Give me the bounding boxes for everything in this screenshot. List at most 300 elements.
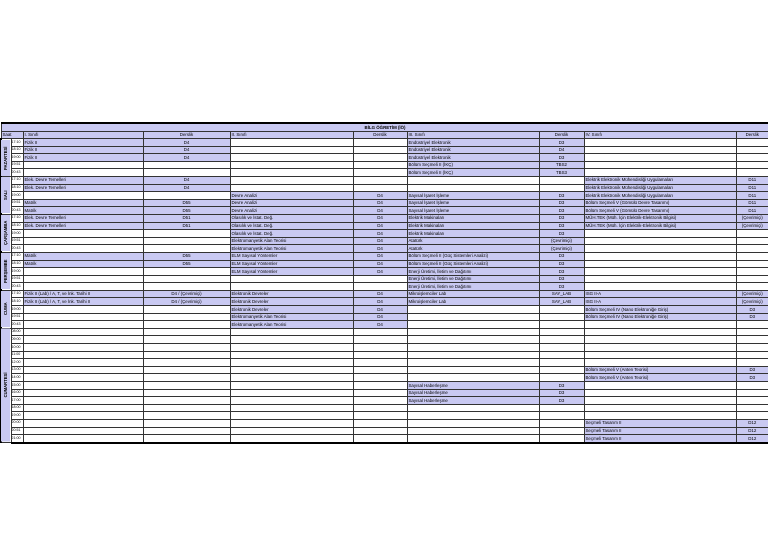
room-cell: D3: [539, 260, 584, 268]
course-cell: Elektrik Makinaları: [407, 230, 539, 238]
course-cell: Enerji Üretimi, İletim ve Dağıtımı: [407, 268, 539, 276]
course-cell: [407, 351, 539, 359]
course-cell: Elektromanyetik Alan Teorisi: [230, 321, 353, 329]
room-cell: D11: [736, 207, 768, 215]
time-cell: 18:10: [11, 184, 23, 192]
course-cell: Bölüm Seçmeli V (Anten Teorisi): [584, 366, 736, 374]
course-cell: Sayısal İşaret İşleme: [407, 199, 539, 207]
course-cell: [584, 252, 736, 260]
room-cell: [353, 435, 407, 443]
room-cell: D12: [736, 435, 768, 443]
course-cell: [584, 275, 736, 283]
room-cell: D11: [736, 199, 768, 207]
room-cell: D4: [143, 176, 230, 184]
course-cell: Elektronik Devreler: [230, 290, 353, 298]
room-cell: [353, 397, 407, 405]
course-cell: [407, 419, 539, 427]
room-cell: D4: [353, 306, 407, 314]
room-cell: [736, 389, 768, 397]
room-cell: TBS2: [539, 161, 584, 169]
course-cell: [584, 382, 736, 390]
time-cell: 19:51: [11, 199, 23, 207]
room-cell: D3: [539, 283, 584, 291]
table-row: [1, 283, 768, 291]
room-cell: [539, 404, 584, 412]
course-cell: [584, 169, 736, 177]
course-cell: [230, 427, 353, 435]
header-class-4: IV. Sınıfı: [584, 132, 736, 139]
room-cell: D51: [143, 222, 230, 230]
room-cell: D4: [143, 184, 230, 192]
room-cell: D4: [353, 260, 407, 268]
room-cell: D3: [539, 154, 584, 162]
course-cell: [584, 328, 736, 336]
table-row: [1, 419, 768, 427]
room-cell: [736, 139, 768, 147]
course-cell: [584, 389, 736, 397]
room-cell: D4: [143, 146, 230, 154]
time-cell: 19:00: [11, 192, 23, 200]
time-cell: 17:10: [11, 290, 23, 298]
room-cell: [143, 412, 230, 420]
table-row: [1, 199, 768, 207]
course-cell: [230, 374, 353, 382]
table-row: [1, 275, 768, 283]
room-cell: [539, 321, 584, 329]
course-cell: [23, 313, 143, 321]
room-cell: D3: [736, 313, 768, 321]
course-cell: Elektrik Elektronik Mühendisliği Uygulamaları: [584, 192, 736, 200]
course-cell: Fizik II: [23, 139, 143, 147]
room-cell: [143, 366, 230, 374]
course-cell: Olasılık ve İstat. Değ.: [230, 214, 353, 222]
course-cell: Fizik II: [23, 154, 143, 162]
course-cell: [230, 366, 353, 374]
time-cell: 18:00: [11, 404, 23, 412]
room-cell: (Çevrimiçi): [736, 290, 768, 298]
room-cell: [353, 344, 407, 352]
time-cell: 19:00: [11, 230, 23, 238]
course-cell: Sayısal İşaret İşleme: [407, 207, 539, 215]
room-cell: [143, 336, 230, 344]
room-cell: [353, 139, 407, 147]
course-cell: Bölüm Seçmeli II (Güç Sistemleri Analizi): [407, 260, 539, 268]
course-cell: ELM Sayısal Yöntemler: [230, 252, 353, 260]
course-cell: Olasılık ve İstat. Değ.: [230, 230, 353, 238]
room-cell: [353, 359, 407, 367]
table-row: [1, 290, 768, 298]
course-cell: [584, 268, 736, 276]
day-label: CUMA: [1, 290, 11, 328]
course-cell: Mikroişlemciler Lab: [407, 290, 539, 298]
room-cell: D11: [736, 176, 768, 184]
room-cell: D55: [143, 199, 230, 207]
room-cell: [736, 359, 768, 367]
table-row: [1, 214, 768, 222]
course-cell: [23, 230, 143, 238]
time-cell: 08:00: [11, 328, 23, 336]
course-cell: Bölüm Seçmeli V (Anten Teorisi): [584, 374, 736, 382]
room-cell: [353, 275, 407, 283]
room-cell: [143, 359, 230, 367]
table-row: [1, 412, 768, 420]
course-cell: [407, 344, 539, 352]
course-cell: Bölüm Seçmeli II (İKÇ): [407, 169, 539, 177]
course-cell: Matrik: [23, 260, 143, 268]
time-cell: 20:00: [11, 419, 23, 427]
header-class-1: I. Sınıfı: [23, 132, 143, 139]
room-cell: D4: [353, 192, 407, 200]
room-cell: (Çevrimiçi): [736, 222, 768, 230]
room-cell: [143, 268, 230, 276]
course-cell: Elek. Devre Temelleri: [23, 214, 143, 222]
course-cell: [23, 283, 143, 291]
course-cell: [230, 351, 353, 359]
header-time: Saat: [1, 132, 23, 139]
room-cell: [143, 275, 230, 283]
room-cell: D3: [539, 199, 584, 207]
table-row: [1, 328, 768, 336]
table-row: [1, 154, 768, 162]
table-row: [1, 252, 768, 260]
room-cell: [539, 336, 584, 344]
room-cell: [143, 245, 230, 253]
time-cell: 19:51: [11, 237, 23, 245]
course-cell: Elektrik Elektronik Mühendisliği Uygulamaları: [584, 184, 736, 192]
time-cell: 19:00: [11, 154, 23, 162]
course-cell: [23, 169, 143, 177]
course-cell: Elektrik Elektronik Mühendisliği Uygulamaları: [584, 176, 736, 184]
room-cell: [353, 161, 407, 169]
course-cell: Bölüm Seçmeli IV (Nano Elektroniğe Giriş): [584, 306, 736, 314]
room-cell: D3: [539, 207, 584, 215]
room-cell: [736, 397, 768, 405]
room-cell: [143, 351, 230, 359]
room-cell: D11: [736, 184, 768, 192]
room-cell: [143, 169, 230, 177]
course-cell: [584, 397, 736, 405]
table-row: [1, 146, 768, 154]
header-class-3: III. Sınıfı: [407, 132, 539, 139]
course-cell: [23, 192, 143, 200]
table-row: [1, 344, 768, 352]
room-cell: [353, 382, 407, 390]
room-cell: [736, 230, 768, 238]
course-cell: Seçmeli Tasarım II: [584, 435, 736, 443]
room-cell: [736, 336, 768, 344]
room-cell: [539, 427, 584, 435]
room-cell: D4: [143, 139, 230, 147]
room-cell: [736, 344, 768, 352]
course-cell: [23, 344, 143, 352]
time-cell: 10:00: [11, 344, 23, 352]
course-cell: [23, 374, 143, 382]
room-cell: [143, 306, 230, 314]
room-cell: [736, 252, 768, 260]
room-cell: [539, 184, 584, 192]
room-cell: D4 / (Çevrimiçi): [143, 298, 230, 306]
course-cell: Fizik II: [23, 146, 143, 154]
course-cell: [230, 184, 353, 192]
day-label: SALI: [1, 176, 11, 214]
course-cell: [230, 382, 353, 390]
room-cell: [736, 161, 768, 169]
course-cell: [230, 397, 353, 405]
room-cell: D4: [353, 207, 407, 215]
course-cell: [230, 169, 353, 177]
room-cell: [539, 344, 584, 352]
room-cell: [143, 237, 230, 245]
course-cell: [23, 321, 143, 329]
room-cell: [736, 169, 768, 177]
course-cell: Devre Analizi: [230, 199, 353, 207]
room-cell: [353, 389, 407, 397]
time-cell: 18:10: [11, 222, 23, 230]
room-cell: [736, 146, 768, 154]
header-room-2: Derslik: [353, 132, 407, 139]
course-cell: [230, 435, 353, 443]
table-row: [1, 139, 768, 147]
room-cell: D4: [353, 245, 407, 253]
room-cell: [143, 321, 230, 329]
course-cell: [23, 328, 143, 336]
table-row: [1, 435, 768, 443]
room-cell: [143, 389, 230, 397]
room-cell: D3: [539, 230, 584, 238]
room-cell: [353, 328, 407, 336]
room-cell: [736, 321, 768, 329]
time-cell: 13:00: [11, 366, 23, 374]
room-cell: [353, 176, 407, 184]
time-cell: 15:00: [11, 382, 23, 390]
course-cell: [23, 397, 143, 405]
course-cell: Bölüm Seçmeli V (Gömülü Devre Tasarımı): [584, 199, 736, 207]
course-cell: [584, 321, 736, 329]
room-cell: SAY_LAB: [539, 290, 584, 298]
course-cell: [407, 412, 539, 420]
course-cell: [584, 154, 736, 162]
header-room-1: Derslik: [143, 132, 230, 139]
room-cell: D4: [539, 146, 584, 154]
course-cell: [230, 412, 353, 420]
room-cell: [143, 192, 230, 200]
course-cell: [584, 230, 736, 238]
header-row: [1, 132, 768, 139]
room-cell: D12: [736, 427, 768, 435]
room-cell: [143, 404, 230, 412]
room-cell: D55: [143, 207, 230, 215]
room-cell: D4: [353, 230, 407, 238]
room-cell: [143, 230, 230, 238]
course-cell: [407, 176, 539, 184]
time-cell: 18:10: [11, 146, 23, 154]
table-row: [1, 404, 768, 412]
room-cell: D3: [736, 306, 768, 314]
room-cell: [353, 374, 407, 382]
room-cell: [539, 313, 584, 321]
course-cell: [23, 382, 143, 390]
course-cell: ISG II-A: [584, 298, 736, 306]
table-row: [1, 161, 768, 169]
course-cell: [230, 146, 353, 154]
time-cell: 20:43: [11, 245, 23, 253]
room-cell: D3: [539, 222, 584, 230]
course-cell: [230, 359, 353, 367]
time-cell: 20:43: [11, 207, 23, 215]
course-cell: [584, 351, 736, 359]
course-cell: [584, 139, 736, 147]
room-cell: [539, 306, 584, 314]
room-cell: D55: [143, 252, 230, 260]
course-cell: [407, 427, 539, 435]
room-cell: [353, 169, 407, 177]
course-cell: Enerji Üretimi, İletim ve Dağıtımı: [407, 283, 539, 291]
table-row: [1, 169, 768, 177]
room-cell: [736, 275, 768, 283]
course-cell: [230, 283, 353, 291]
course-cell: [584, 404, 736, 412]
course-cell: Atatürk: [407, 237, 539, 245]
course-cell: Sayısal Haberleşme: [407, 397, 539, 405]
time-cell: 17:10: [11, 139, 23, 147]
course-cell: [584, 237, 736, 245]
room-cell: SAY_LAB: [539, 298, 584, 306]
time-cell: 19:00: [11, 268, 23, 276]
course-cell: Bölüm Seçmeli II (Güç Sistemleri Analizi): [407, 252, 539, 260]
time-cell: 20:43: [11, 321, 23, 329]
course-cell: [23, 237, 143, 245]
course-cell: [407, 366, 539, 374]
room-cell: [353, 283, 407, 291]
time-cell: 18:10: [11, 298, 23, 306]
time-cell: 09:00: [11, 336, 23, 344]
room-cell: D3: [539, 214, 584, 222]
course-cell: ELM Sayısal Yöntemler: [230, 260, 353, 268]
course-cell: [230, 419, 353, 427]
table-row: [1, 222, 768, 230]
room-cell: [353, 404, 407, 412]
room-cell: [353, 351, 407, 359]
room-cell: TBS3: [539, 169, 584, 177]
time-cell: 14:00: [11, 374, 23, 382]
course-cell: Atatürk: [407, 245, 539, 253]
header-class-2: II. Sınıfı: [230, 132, 353, 139]
room-cell: [143, 344, 230, 352]
room-cell: [143, 328, 230, 336]
table-row: [1, 351, 768, 359]
room-cell: [539, 176, 584, 184]
room-cell: D3: [539, 382, 584, 390]
course-cell: Elektromanyetik Alan Teorisi: [230, 245, 353, 253]
table-row: [1, 313, 768, 321]
room-cell: [539, 419, 584, 427]
table-row: [1, 321, 768, 329]
room-cell: [353, 184, 407, 192]
room-cell: [539, 412, 584, 420]
course-cell: MÜH.TEK (Müh. İçin Elektrik-Elektronik Bilgisi): [584, 214, 736, 222]
room-cell: [736, 328, 768, 336]
room-cell: (Çevrimiçi): [736, 298, 768, 306]
time-cell: 17:10: [11, 214, 23, 222]
room-cell: D55: [143, 260, 230, 268]
day-label: CUMARTESİ: [1, 328, 11, 442]
table-title: BİLG ÖĞRETİM (İÖ): [1, 123, 768, 132]
course-cell: Fizik II (Lab) / A, T, ve İnk. Tarihi II: [23, 290, 143, 298]
table-row: [1, 306, 768, 314]
course-cell: [407, 435, 539, 443]
course-cell: [407, 404, 539, 412]
room-cell: D3: [539, 192, 584, 200]
time-cell: 20:51: [11, 427, 23, 435]
course-cell: [230, 161, 353, 169]
course-cell: [584, 146, 736, 154]
course-cell: [23, 427, 143, 435]
room-cell: D4: [353, 268, 407, 276]
room-cell: [143, 427, 230, 435]
course-cell: [23, 351, 143, 359]
room-cell: D4: [143, 154, 230, 162]
room-cell: [539, 328, 584, 336]
time-cell: 17:00: [11, 397, 23, 405]
table-row: [1, 184, 768, 192]
course-cell: Matrik: [23, 252, 143, 260]
course-cell: [23, 412, 143, 420]
course-cell: [230, 176, 353, 184]
course-cell: Sayısal İşaret İşleme: [407, 192, 539, 200]
course-cell: [407, 328, 539, 336]
time-cell: 19:51: [11, 161, 23, 169]
timetable: [0, 122, 768, 444]
course-cell: Fizik II (Lab) / A, T, ve İnk. Tarihi II: [23, 298, 143, 306]
room-cell: D3: [539, 389, 584, 397]
course-cell: [23, 245, 143, 253]
table-row: [1, 268, 768, 276]
room-cell: D4: [353, 298, 407, 306]
room-cell: [539, 374, 584, 382]
room-cell: [143, 397, 230, 405]
course-cell: [407, 359, 539, 367]
room-cell: D11: [736, 192, 768, 200]
course-cell: [23, 359, 143, 367]
room-cell: [539, 366, 584, 374]
room-cell: D3: [539, 139, 584, 147]
day-label: ÇARŞAMBA: [1, 214, 11, 252]
course-cell: [23, 404, 143, 412]
room-cell: D4: [353, 313, 407, 321]
day-label: PERŞEMBE: [1, 252, 11, 290]
room-cell: [353, 336, 407, 344]
course-cell: Sayısal Haberleşme: [407, 389, 539, 397]
course-cell: [584, 245, 736, 253]
course-cell: [230, 328, 353, 336]
course-cell: [23, 268, 143, 276]
room-cell: D3: [539, 252, 584, 260]
table-row: [1, 176, 768, 184]
course-cell: Elektromanyetik Alan Teorisi: [230, 313, 353, 321]
room-cell: [353, 419, 407, 427]
time-cell: 17:10: [11, 252, 23, 260]
course-cell: Endüstriyel Elektronik: [407, 146, 539, 154]
course-cell: Mikroişlemciler Lab: [407, 298, 539, 306]
table-row: [1, 427, 768, 435]
room-cell: [353, 427, 407, 435]
table-row: [1, 207, 768, 215]
table-row: [1, 397, 768, 405]
room-cell: D3: [736, 374, 768, 382]
course-cell: [407, 313, 539, 321]
room-cell: [143, 313, 230, 321]
room-cell: D4: [353, 321, 407, 329]
